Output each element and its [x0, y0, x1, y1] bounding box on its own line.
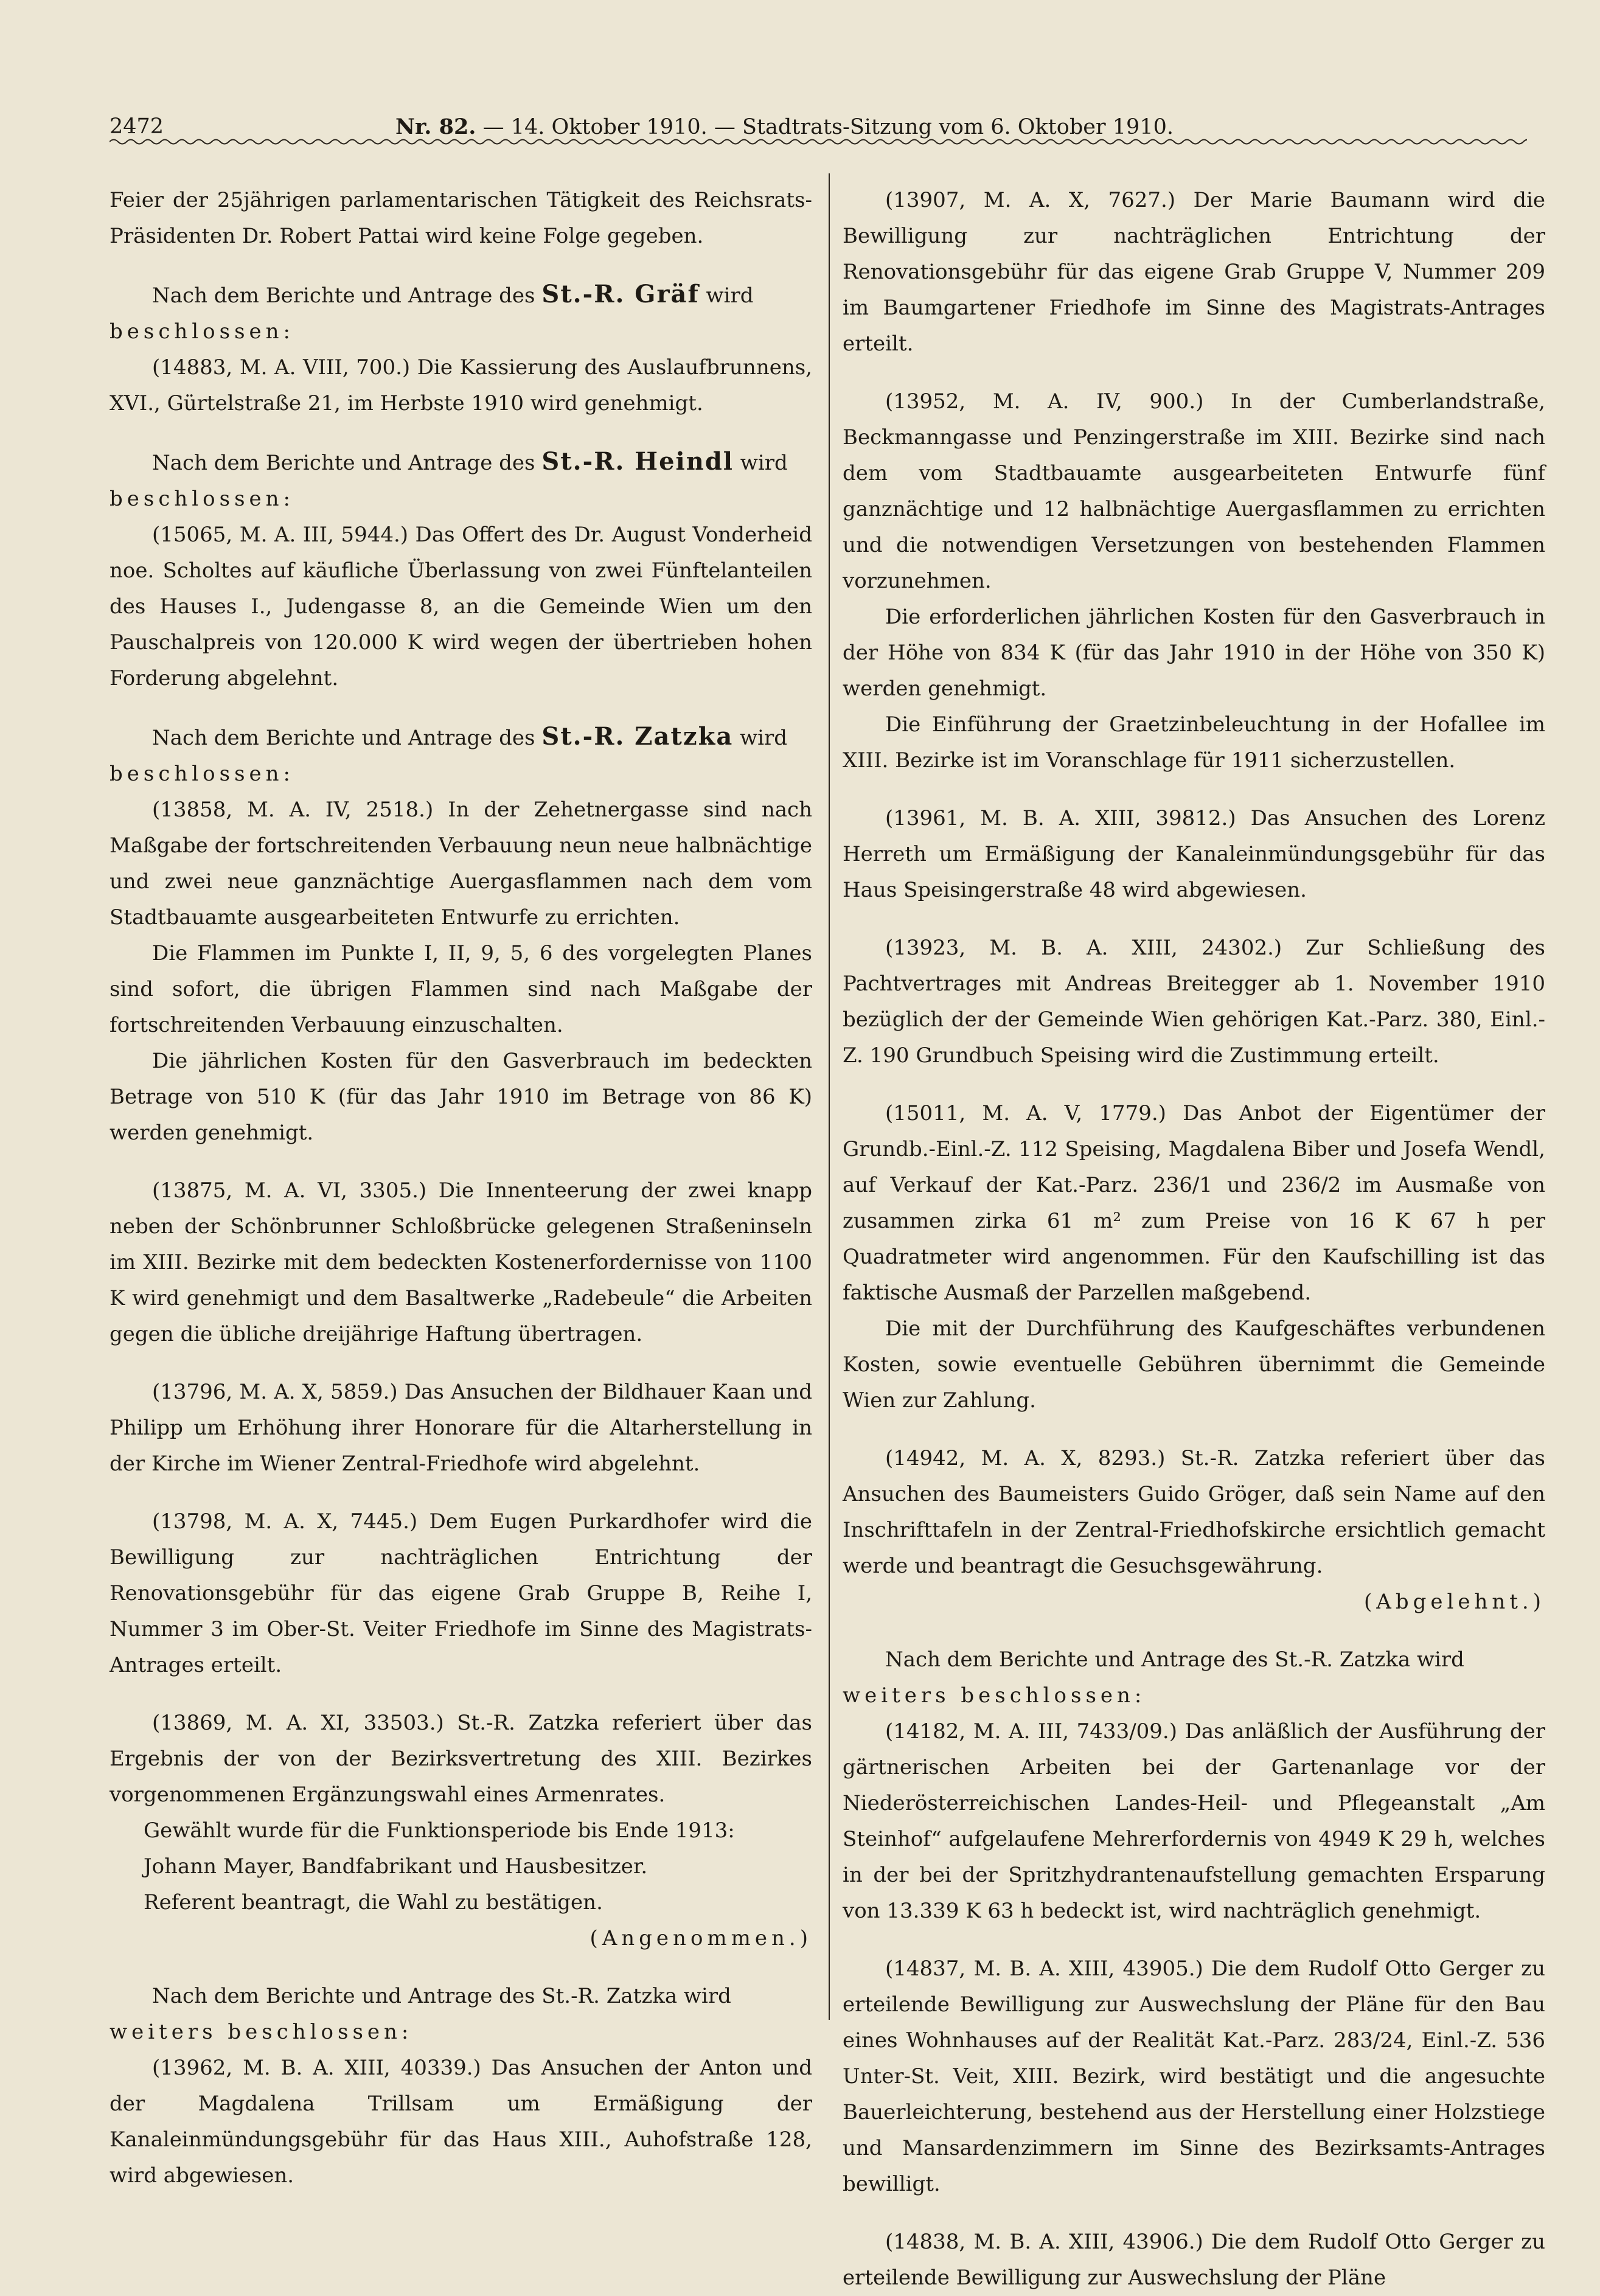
resolution-intro-heindl: Nach dem Berichte und Antrage des St.-R. Heindl wird [152, 447, 788, 476]
gewaehlt-line: Gewählt wurde für die Funktionsperiode bis Ende 1913: [144, 1818, 735, 1843]
paragraph-15065: (15065, M. A. III, 5944.) Das Offert des Dr. August Vonderheid noe. Scholtes auf käufliche Überlassung von zwei Fünftelanteilen des Hauses I., Judengasse 8, an die Gemeinde Wien um den Pauschalpreis von 120.000 K wird wegen der übertrieben hohen Forderung abgelehnt. [110, 523, 812, 691]
header-date-session: — 14. Oktober 1910. — Stadtrats-Sitzung vom 6. Oktober 1910. [476, 115, 1174, 139]
referent-line: Referent beantragt, die Wahl zu bestätigen. [144, 1890, 603, 1915]
result-angenommen: (Angenommen.) [590, 1926, 812, 1950]
left-column [110, 183, 812, 2194]
beschlossen-label: beschlossen: [110, 487, 294, 511]
paragraph-13961: (13961, M. B. A. XIII, 39812.) Das Ansuchen des Lorenz Herreth um Ermäßigung der Kanaleinmündungsgebühr für das Haus Speisingerstraße 48 wird abgewiesen. [843, 806, 1545, 902]
elected-person: Johann Mayer, Bandfabrikant und Hausbesitzer. [144, 1854, 648, 1879]
paragraph-13798: (13798, M. A. X, 7445.) Dem Eugen Purkardhofer wird die Bewilligung zur nachträglichen Entrichtung der Renovationsgebühr für das eigene Grab Gruppe B, Reihe I, Nummer 3 im Ober-St. Veiter Friedhofe im Sinne des Magistrats-Antrages erteilt. [110, 1509, 812, 1677]
paragraph-14838: (14838, M. B. A. XIII, 43906.) Die dem Rudolf Otto Gerger zu erteilende Bewilligung zur Auswechslung der Pläne [843, 2230, 1545, 2290]
paragraph-13962: (13962, M. B. A. XIII, 40339.) Das Ansuchen der Anton und der Magdalena Trillsam um Ermäßigung der Kanaleinmündungsgebühr für das Haus XIII., Auhofstraße 128, wird abgewiesen. [110, 2056, 812, 2188]
councillor-name-heindl: St.-R. Heindl [541, 447, 734, 476]
councillor-name-zatzka: St.-R. Zatzka [541, 722, 734, 751]
paragraph-13923: (13923, M. B. A. XIII, 24302.) Zur Schließung des Pachtvertrages mit Andreas Breitegger ab 1. November 1910 bezüglich der der Gemeinde Wien gehörigen Kat.-Parz. 380, Einl.-Z. 190 Grundbuch Speising wird die Zustimmung erteilt. [843, 936, 1545, 1068]
paragraph-13952-costs: Die erforderlichen jährlichen Kosten für den Gasverbrauch in der Höhe von 834 K (für das Jahr 1910 in der Höhe von 350 K) werden genehmigt. [843, 605, 1545, 701]
beschlossen-label: beschlossen: [110, 762, 294, 786]
paragraph-14837: (14837, M. B. A. XIII, 43905.) Die dem Rudolf Otto Gerger zu erteilende Bewilligung zur Auswechslung der Pläne für den Bau eines Wohnhauses auf der Realität Kat.-Parz. 283/24, Einl.-Z. 536 Unter-St. Veit, XIII. Bezirk, wird bestätigt und die angesuchte Bauerleichterung, bestehend aus der Herstellung einer Holzstiege und Mansardenzimmern im Sinne des Bezirksamts-Antrages bewilligt. [843, 1957, 1545, 2196]
paragraph-13952: (13952, M. A. IV, 900.) In der Cumberlandstraße, Beckmanngasse und Penzingerstraße im XIII. Bezirke sind nach dem vom Stadtbauamte ausgearbeiteten Entwurfe fünf ganznächtige und 12 halbnächtige Auergasflammen zu errichten und die notwendigen Versetzungen von bestehenden Flammen vorzunehmen. [843, 389, 1545, 593]
header-wavy-rule [110, 133, 1527, 151]
paragraph-15011: (15011, M. A. V, 1779.) Das Anbot der Eigentümer der Grundb.-Einl.-Z. 112 Speising, Magdalena Biber und Josefa Wendl, auf Verkauf der Kat.-Parz. 236/1 und 236/2 im Ausmaße von zusammen zirka 61 m² zum Preise von 16 K 67 h per Quadratmeter wird angenommen. Für den Kaufschilling ist das faktische Ausmaß der Parzellen maßgebend. [843, 1101, 1545, 1305]
paragraph-14942: (14942, M. A. X, 8293.) St.-R. Zatzka referiert über das Ansuchen des Baumeisters Guido Gröger, daß sein Name auf den Inschrifttafeln in der Zentral-Friedhofskirche ersichtlich gemacht werde und beantragt die Gesuchsgewährung. [843, 1446, 1545, 1578]
paragraph-13858-costs: Die jährlichen Kosten für den Gasverbrauch im bedeckten Betrage von 510 K (für das Jahr 1910 im Betrage von 86 K) werden genehmigt. [110, 1049, 812, 1145]
paragraph-13796: (13796, M. A. X, 5859.) Das Ansuchen der Bildhauer Kaan und Philipp um Erhöhung ihrer Honorare für die Altarherstellung in der Kirche im Wiener Zentral-Friedhofe wird abgelehnt. [110, 1380, 812, 1476]
resolution-intro-graef: Nach dem Berichte und Antrage des St.-R. Gräf wird [152, 280, 754, 308]
resolution-intro-weiters: Nach dem Berichte und Antrage des St.-R. Zatzka wird [152, 1984, 731, 2008]
beschlossen-label: beschlossen: [110, 319, 294, 344]
result-abgelehnt: (Abgelehnt.) [1364, 1590, 1545, 1614]
paragraph-13907: (13907, M. A. X, 7627.) Der Marie Baumann wird die Bewilligung zur nachträglichen Entrichtung der Renovationsgebühr für das eigene Grab Gruppe V, Nummer 209 im Baumgartener Friedhofe im Sinne des Magistrats-Antrages erteilt. [843, 188, 1545, 356]
issue-number: Nr. 82. [395, 114, 476, 139]
resolution-intro-zatzka: Nach dem Berichte und Antrage des St.-R. Zatzka wird [152, 722, 788, 751]
column-divider [829, 173, 830, 2020]
paragraph-pattai: Feier der 25jährigen parlamentarischen Tätigkeit des Reichsrats-Präsidenten Dr. Robert Pattai wird keine Folge gegeben. [110, 188, 812, 248]
weiters-beschlossen-label: weiters beschlossen: [110, 2020, 413, 2044]
paragraph-13858-flames: Die Flammen im Punkte I, II, 9, 5, 6 des vorgelegten Planes sind sofort, die übrigen Flammen sind nach Maßgabe der fortschreitenden Verbauung einzuschalten. [110, 941, 812, 1037]
page-number: 2472 [110, 114, 164, 139]
paragraph-13858: (13858, M. A. IV, 2518.) In der Zehetnergasse sind nach Maßgabe der fortschreitenden Verbauung neun neue halbnächtige und zwei neue ganznächtige Auergasflammen nach dem vom Stadtbauamte ausgearbeiteten Entwurfe zu errichten. [110, 798, 812, 930]
paragraph-15011-costs: Die mit der Durchführung des Kaufgeschäftes verbundenen Kosten, sowie eventuelle Gebühren übernimmt die Gemeinde Wien zur Zahlung. [843, 1317, 1545, 1413]
paragraph-14182: (14182, M. A. III, 7433/09.) Das anläßlich der Ausführung der gärtnerischen Arbeiten bei der Gartenanlage vor der Niederösterreichischen Landes-Heil- und Pflegeanstalt „Am Steinhof“ aufgelaufene Mehrerfordernis von 4949 K 29 h, welches in der bei der Spritzhydrantenaufstellung gemachten Ersparung von 13.339 K 63 h bedeckt ist, wird nachträglich genehmigt. [843, 1719, 1545, 1923]
resolution-intro-weiters: Nach dem Berichte und Antrage des St.-R. Zatzka wird [885, 1647, 1464, 1672]
paragraph-13869: (13869, M. A. XI, 33503.) St.-R. Zatzka referiert über das Ergebnis der von der Bezirksvertretung des XIII. Bezirkes vorgenommenen Ergänzungswahl eines Armenrates. [110, 1711, 812, 1807]
paragraph-14883: (14883, M. A. VIII, 700.) Die Kassierung des Auslaufbrunnens, XVI., Gürtelstraße 21, im Herbste 1910 wird genehmigt. [110, 355, 812, 416]
paragraph-13952-graetzin: Die Einführung der Graetzinbeleuchtung in der Hofallee im XIII. Bezirke ist im Voranschlage für 1911 sicherzustellen. [843, 712, 1545, 773]
councillor-name-graef: St.-R. Gräf [541, 280, 700, 308]
right-column [843, 183, 1545, 2296]
paragraph-13875: (13875, M. A. VI, 3305.) Die Innenteerung der zwei knapp neben der Schönbrunner Schloßbrücke gelegenen Straßeninseln im XIII. Bezirke mit dem bedeckten Kostenerfordernisse von 1100 K wird genehmigt und dem Basaltwerke „Radebeule“ die Arbeiten gegen die übliche dreijährige Haftung übertragen. [110, 1178, 812, 1346]
weiters-beschlossen-label: weiters beschlossen: [843, 1683, 1146, 1708]
